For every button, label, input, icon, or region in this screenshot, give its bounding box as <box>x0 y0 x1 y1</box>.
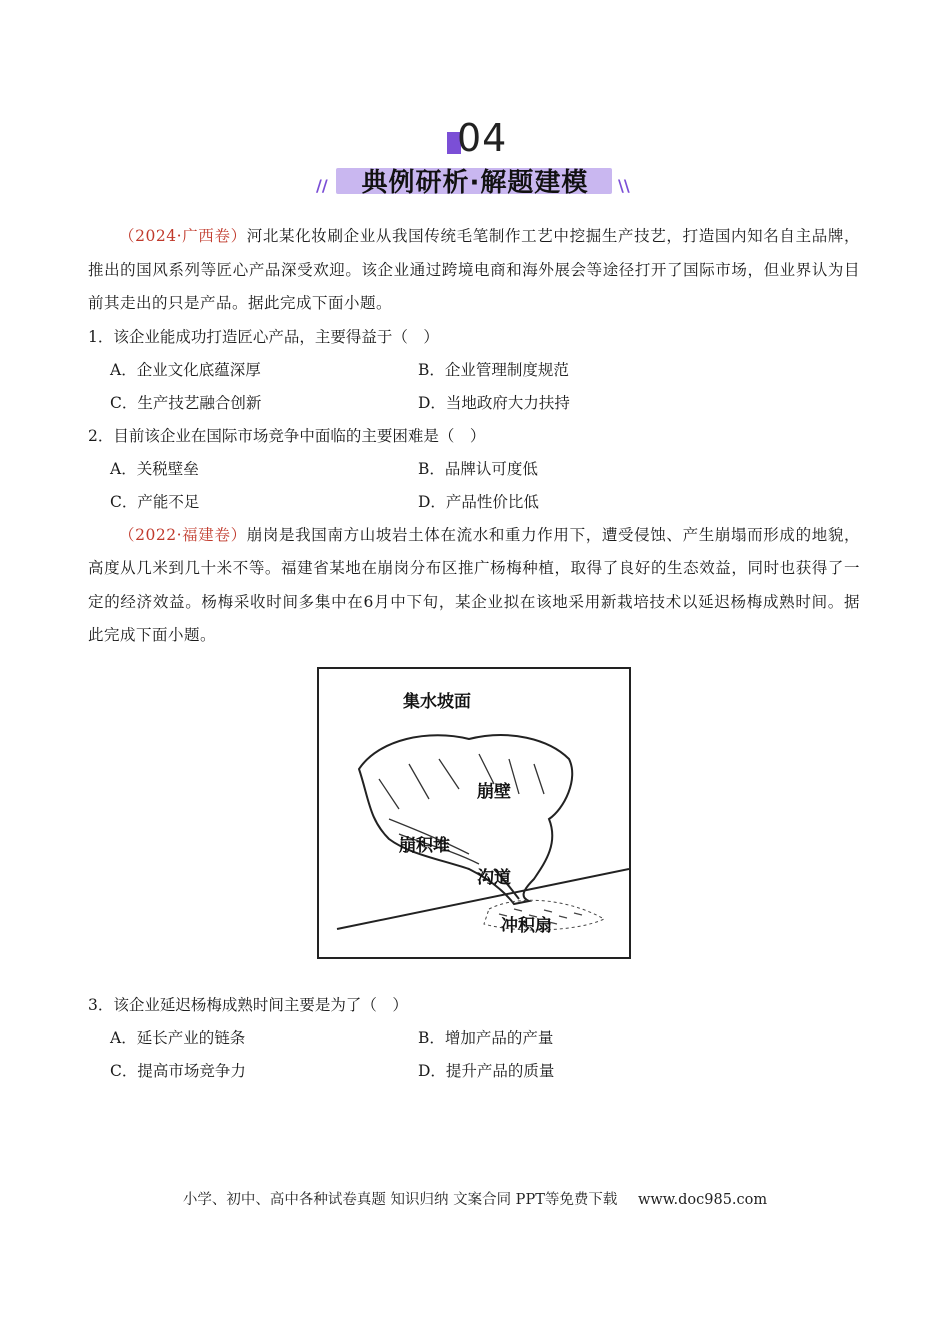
question-3-option-a: A．延长产业的链条 <box>110 1028 246 1047</box>
footer-text: 小学、初中、高中各种试卷真题 知识归纳 文案合同 PPT等免费下载 <box>182 1192 618 1208</box>
landform-figure <box>317 667 631 959</box>
question-2-option-c: C．产能不足 <box>110 492 200 511</box>
question-1-stem: 1．该企业能成功打造匠心产品，主要得益于（ ） <box>88 327 439 346</box>
passage-2-text: 崩岗是我国南方山坡岩土体在流水和重力作用下，遭受侵蚀、产生崩塌而形成的地貌，高度从几米到几十米不等。福建省某地在崩岗分布区推广杨梅种植，取得了良好的生态效益，同时也获得了一定的经济效益。杨梅采收时间多集中在6月中下旬，某企业拟在该地采用新栽培技术以延迟杨梅成熟时间。据此完成下面小题。 <box>88 525 860 644</box>
label-catchment-slope: 集水坡面 <box>403 691 471 712</box>
right-slash-decoration: \\ <box>618 176 630 195</box>
section-header <box>0 112 950 202</box>
question-3-options <box>110 1022 860 1088</box>
document-content <box>88 220 860 1088</box>
question-1-option-d: D．当地政府大力扶持 <box>418 393 570 412</box>
label-gully: 沟道 <box>477 867 511 888</box>
page-footer <box>0 1188 950 1209</box>
passage-2-source: （2022·福建卷） <box>119 525 247 544</box>
label-colluvial-pile: 崩积堆 <box>399 835 450 856</box>
question-2-options <box>110 453 860 519</box>
question-3-stem: 3．该企业延迟杨梅成熟时间主要是为了（ ） <box>88 995 408 1014</box>
question-1-option-a: A．企业文化底蕴深厚 <box>110 360 261 379</box>
question-1-option-b: B．企业管理制度规范 <box>418 360 569 379</box>
question-3-option-c: C．提高市场竞争力 <box>110 1061 246 1080</box>
footer-link[interactable]: www.doc985.com <box>637 1192 768 1208</box>
question-2-option-d: D．产品性价比低 <box>418 492 539 511</box>
passage-1-source: （2024·广西卷） <box>119 227 247 245</box>
wall-hatching <box>379 754 544 809</box>
label-alluvial-fan: 冲积扇 <box>501 915 552 936</box>
question-3-option-d: D．提升产品的质量 <box>418 1061 555 1080</box>
passage-2 <box>88 519 860 653</box>
question-1-option-c: C．生产技艺融合创新 <box>110 393 262 412</box>
landform-sketch <box>319 669 629 957</box>
section-number: 04 <box>457 116 508 160</box>
label-collapse-wall: 崩壁 <box>477 781 511 802</box>
question-2-stem: 2．目前该企业在国际市场竞争中面临的主要困难是（ ） <box>88 426 486 445</box>
passage-1 <box>88 220 860 321</box>
passage-1-text: 河北某化妆刷企业从我国传统毛笔制作工艺中挖掘生产技艺，打造国内知名自主品牌，推出的国风系列等匠心产品深受欢迎。该企业通过跨境电商和海外展会等途径打开了国际市场，但业界认为目前其走出的只是产品。据此完成下面小题。 <box>88 227 860 312</box>
section-title: 典例研析·解题建模 <box>361 168 589 198</box>
question-2-option-a: A．关税壁垒 <box>110 459 199 478</box>
question-2-option-b: B．品牌认可度低 <box>418 459 538 478</box>
left-slash-decoration: // <box>316 176 328 195</box>
question-1-options <box>110 354 860 420</box>
question-3-option-b: B．增加产品的产量 <box>418 1028 554 1047</box>
